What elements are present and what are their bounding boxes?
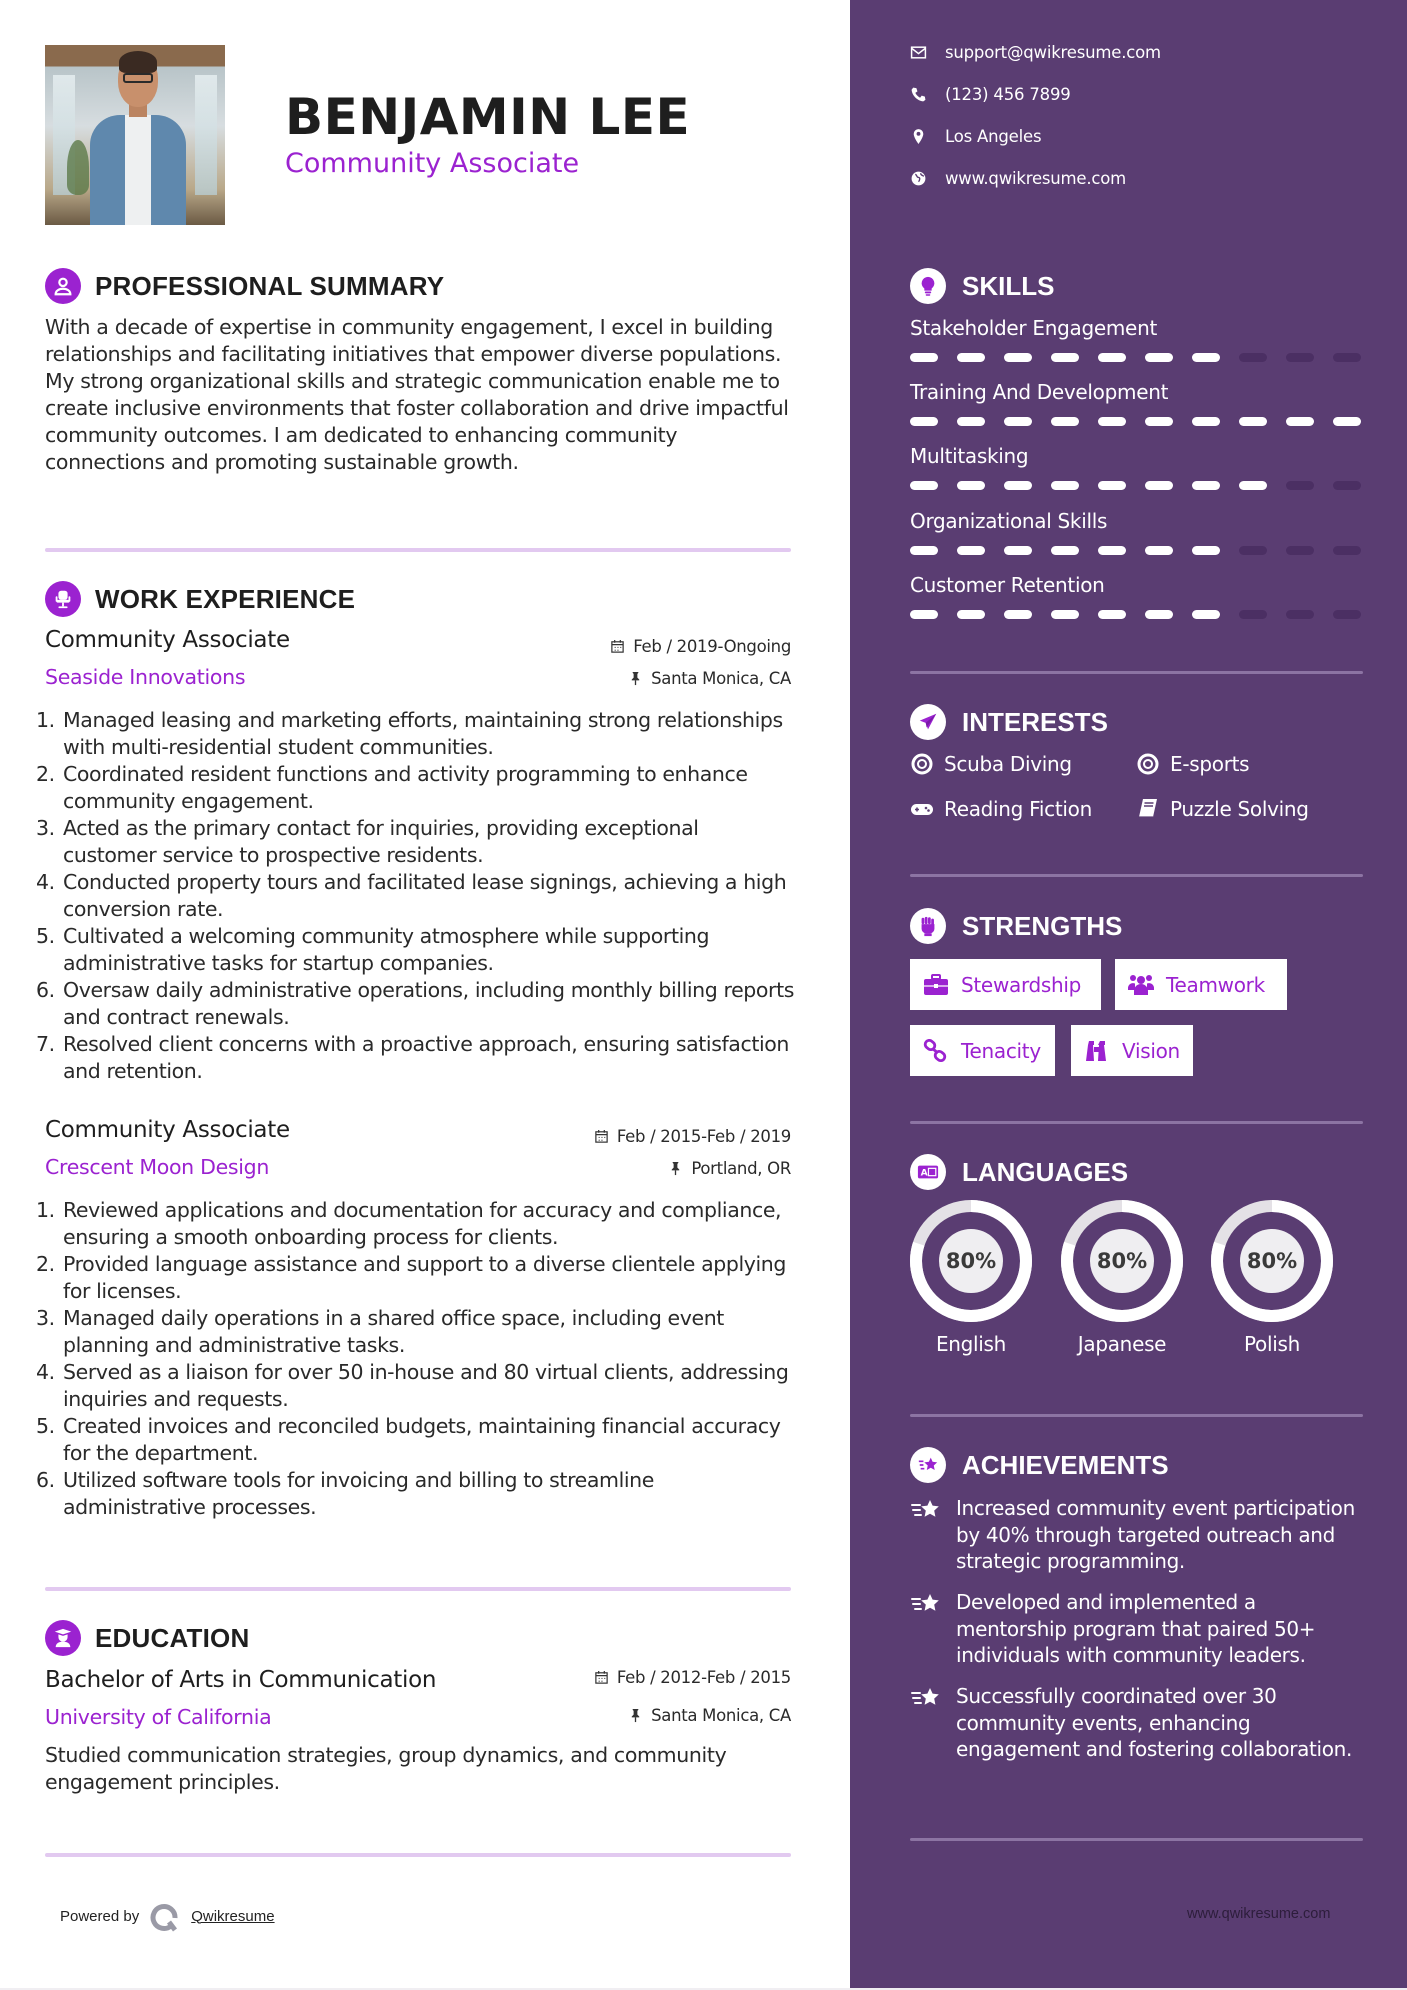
list-item: 4. Conducted property tours and facilitated lease signings, achieving a high conversion rate. [36, 870, 787, 921]
skill-dash-filled [1333, 417, 1361, 426]
language-name: English [935, 1332, 1007, 1356]
sidebar [850, 0, 1407, 1988]
skill-dash-empty [1333, 610, 1361, 619]
skill-dash-empty [1333, 481, 1361, 490]
job-dates: Feb / 2019-Ongoing [610, 637, 791, 656]
skill-dash-filled [957, 546, 985, 555]
powered-by: Powered by Qwikresume [60, 1900, 275, 1932]
education-heading: EDUCATION [95, 1622, 250, 1653]
language-progress-ring [1061, 1200, 1183, 1322]
footer-website[interactable]: www.qwikresume.com [1187, 1906, 1331, 1922]
education-dates: Feb / 2012-Feb / 2015 [594, 1668, 791, 1687]
skill-dash-filled [910, 481, 938, 490]
strength-badge: Vision [1071, 1025, 1193, 1076]
lifebuoy-icon [910, 752, 934, 776]
education-description: Studied communication strategies, group dynamics, and community engagement principles. [45, 1743, 727, 1794]
skill-dash-filled [957, 481, 985, 490]
summary-section-header [45, 268, 444, 304]
shooting-star-icon [910, 1685, 942, 1713]
language-percent: 80% [945, 1249, 997, 1273]
experience-section-header [45, 581, 355, 617]
job-dates: Feb / 2015-Feb / 2019 [594, 1127, 791, 1146]
skill-rating-bar [910, 417, 1361, 426]
fist-icon [910, 908, 946, 944]
candidate-name: BENJAMIN LEE [285, 88, 691, 146]
skill-dash-filled [1051, 546, 1079, 555]
skill-dash-empty [1239, 546, 1267, 555]
language-name: Polish [1244, 1332, 1300, 1356]
gamepad-icon [910, 797, 934, 821]
languages-section-header [910, 1154, 1128, 1190]
skill-dash-filled [1192, 546, 1220, 555]
education-section-header [45, 1620, 249, 1656]
skill-dash-filled [957, 417, 985, 426]
chair-icon [45, 581, 81, 617]
skill-dash-filled [957, 610, 985, 619]
language-percent: 80% [1096, 1249, 1148, 1273]
skill-label: Stakeholder Engagement [910, 316, 1157, 340]
skill-rating-bar [910, 481, 1361, 490]
section-divider [45, 1587, 791, 1591]
interests-section-header [910, 704, 1108, 740]
skill-dash-filled [1098, 610, 1126, 619]
skill-label: Customer Retention [910, 573, 1105, 597]
shooting-star-icon [910, 1591, 942, 1619]
contact-website[interactable]: www.qwikresume.com [910, 169, 1126, 188]
lifebuoy-icon [1136, 752, 1160, 776]
skill-dash-filled [910, 417, 938, 426]
skill-dash-filled [1098, 353, 1126, 362]
skill-dash-empty [1239, 610, 1267, 619]
calendar-icon [610, 639, 625, 654]
shooting-star-icon [910, 1497, 942, 1525]
skill-dash-filled [910, 546, 938, 555]
list-item: 6. Oversaw daily administrative operations, including monthly billing reports and contract renewals. [36, 978, 794, 1029]
language-item [1061, 1200, 1183, 1356]
list-item: 5. Created invoices and reconciled budgets, maintaining financial accuracy for the department. [36, 1414, 781, 1465]
skill-dash-filled [1192, 481, 1220, 490]
contact-phone[interactable]: (123) 456 7899 [910, 85, 1071, 104]
list-item: 3. Acted as the primary contact for inquiries, providing exceptional customer service to prospective residents. [36, 816, 699, 867]
language-item [910, 1200, 1032, 1356]
strength-badge: Tenacity [910, 1025, 1055, 1076]
graduate-icon [45, 1620, 81, 1656]
skill-dash-filled [1239, 481, 1267, 490]
job-bullets [36, 1197, 796, 1521]
contact-email[interactable]: support@qwikresume.com [910, 43, 1161, 62]
qwikresume-link[interactable]: Qwikresume [191, 1907, 275, 1925]
job-title: Community Associate [45, 627, 290, 653]
book-icon [1136, 797, 1160, 821]
strengths-section-header [910, 908, 1122, 944]
achievements-heading: ACHIEVEMENTS [962, 1449, 1169, 1480]
achievement-item: Increased community event participation by 40% through targeted outreach and strategic programming. [910, 1495, 1370, 1575]
summary-heading: PROFESSIONAL SUMMARY [95, 270, 445, 301]
skill-dash-filled [1192, 417, 1220, 426]
skill-dash-filled [1004, 546, 1032, 555]
skill-dash-empty [1333, 353, 1361, 362]
link-icon [923, 1039, 949, 1063]
skill-dash-filled [910, 353, 938, 362]
section-divider [45, 1853, 791, 1857]
skill-dash-filled [1145, 610, 1173, 619]
skill-dash-empty [1333, 546, 1361, 555]
list-item: 7. Resolved client concerns with a proactive approach, ensuring satisfaction and retention. [36, 1032, 790, 1083]
job-location: Santa Monica, CA [628, 669, 791, 688]
skill-dash-filled [1239, 417, 1267, 426]
skill-dash-empty [1239, 353, 1267, 362]
school-name: University of California [45, 1705, 272, 1729]
skill-dash-filled [1145, 417, 1173, 426]
shooting-star-icon [910, 1447, 946, 1483]
company-name: Seaside Innovations [45, 665, 246, 689]
skills-section-header [910, 268, 1054, 304]
binoculars-icon [1084, 1039, 1110, 1063]
sidebar-divider [910, 1121, 1363, 1124]
skill-label: Training And Development [910, 380, 1169, 404]
skill-dash-filled [1004, 481, 1032, 490]
svg-text:A: A [920, 1167, 928, 1179]
skill-rating-bar [910, 353, 1361, 362]
user-icon [45, 268, 81, 304]
skills-heading: SKILLS [962, 270, 1055, 301]
sidebar-divider [910, 1414, 1363, 1417]
calendar-icon [594, 1129, 609, 1144]
skill-dash-filled [1004, 610, 1032, 619]
strengths-heading: STRENGTHS [962, 910, 1123, 941]
experience-heading: WORK EXPERIENCE [95, 583, 356, 614]
achievements-section-header [910, 1447, 1169, 1483]
skill-dash-filled [1145, 353, 1173, 362]
pushpin-icon [628, 1708, 643, 1723]
sidebar-divider [910, 874, 1363, 877]
skill-dash-filled [1098, 417, 1126, 426]
sidebar-divider [910, 671, 1363, 674]
pushpin-icon [628, 671, 643, 686]
users-icon [1128, 973, 1154, 997]
language-progress-ring [1211, 1200, 1333, 1322]
skill-dash-filled [1051, 610, 1079, 619]
language-progress-ring [910, 1200, 1032, 1322]
globe-icon [910, 170, 927, 187]
summary-text: With a decade of expertise in community engagement, I excel in building relationships and facilitating initiatives that empower diverse populations. My strong organizational skills and strategic communication enable me to create inclusive environments that foster collaboration and drive impactful community outcomes. I am dedicated to enhancing community connections and promoting sustainable growth. [45, 315, 789, 474]
skill-label: Multitasking [910, 444, 1029, 468]
skill-dash-filled [957, 353, 985, 362]
skill-dash-filled [1051, 417, 1079, 426]
skill-dash-filled [1051, 481, 1079, 490]
skill-dash-filled [1145, 481, 1173, 490]
skill-dash-filled [1004, 417, 1032, 426]
job-bullets [36, 707, 796, 1085]
map-pin-icon [910, 128, 927, 145]
education-location: Santa Monica, CA [628, 1706, 791, 1725]
briefcase-icon [923, 973, 949, 997]
list-item: 2. Provided language assistance and support to a diverse clientele applying for licenses. [36, 1252, 786, 1303]
skill-dash-filled [1004, 353, 1032, 362]
skill-dash-filled [1098, 481, 1126, 490]
skill-dash-filled [1192, 353, 1220, 362]
job-title: Community Associate [45, 1117, 290, 1143]
language-percent: 80% [1246, 1249, 1298, 1273]
degree-title: Bachelor of Arts in Communication [45, 1667, 437, 1693]
strength-badge: Teamwork [1115, 959, 1287, 1010]
contact-location: Los Angeles [910, 127, 1041, 146]
list-item: 3. Managed daily operations in a shared office space, including event planning and administrative tasks. [36, 1306, 724, 1357]
section-divider [45, 548, 791, 552]
skill-dash-filled [1098, 546, 1126, 555]
company-name: Crescent Moon Design [45, 1155, 270, 1179]
translate-icon [910, 1154, 946, 1190]
skill-dash-filled [1192, 610, 1220, 619]
paper-plane-icon [910, 704, 946, 740]
envelope-icon [910, 44, 927, 61]
list-item: 5. Cultivated a welcoming community atmosphere while supporting administrative tasks for startup companies. [36, 924, 710, 975]
list-item: 1. Managed leasing and marketing efforts, maintaining strong relationships with multi-residential student communities. [36, 708, 783, 759]
skill-rating-bar [910, 546, 1361, 555]
skill-label: Organizational Skills [910, 509, 1108, 533]
achievement-item: Developed and implemented a mentorship program that paired 50+ individuals with community leaders. [910, 1589, 1370, 1669]
profile-photo [45, 45, 225, 225]
skill-rating-bar [910, 610, 1361, 619]
list-item: 2. Coordinated resident functions and activity programming to enhance community engagement. [36, 762, 748, 813]
pushpin-icon [668, 1161, 683, 1176]
sidebar-divider [910, 1838, 1363, 1841]
interests-heading: INTERESTS [962, 706, 1108, 737]
job-location: Portland, OR [668, 1159, 791, 1178]
list-item: 6. Utilized software tools for invoicing and billing to streamline administrative processes. [36, 1468, 654, 1519]
lightbulb-icon [910, 268, 946, 304]
interest-item: E-sports [1136, 752, 1249, 776]
qwikresume-logo-icon [149, 1900, 181, 1932]
strength-badge: Stewardship [910, 959, 1101, 1010]
skill-dash-filled [1145, 546, 1173, 555]
calendar-icon [594, 1670, 609, 1685]
phone-icon [910, 86, 927, 103]
interest-item: Reading Fiction [910, 797, 1092, 821]
interest-item: Puzzle Solving [1136, 797, 1309, 821]
skill-dash-filled [1286, 417, 1314, 426]
language-item [1211, 1200, 1333, 1356]
skill-dash-empty [1286, 610, 1314, 619]
languages-heading: LANGUAGES [962, 1156, 1129, 1187]
skill-dash-empty [1286, 546, 1314, 555]
skill-dash-filled [910, 610, 938, 619]
candidate-title: Community Associate [285, 148, 580, 179]
language-name: Japanese [1077, 1332, 1167, 1356]
skill-dash-empty [1286, 353, 1314, 362]
interest-item: Scuba Diving [910, 752, 1072, 776]
list-item: 4. Served as a liaison for over 50 in-house and 80 virtual clients, addressing inquiries and requests. [36, 1360, 789, 1411]
skill-dash-empty [1286, 481, 1314, 490]
skill-dash-filled [1051, 353, 1079, 362]
list-item: 1. Reviewed applications and documentation for accuracy and compliance, ensuring a smooth onboarding process for clients. [36, 1198, 782, 1249]
achievement-item: Successfully coordinated over 30 community events, enhancing engagement and fostering collaboration. [910, 1683, 1370, 1763]
